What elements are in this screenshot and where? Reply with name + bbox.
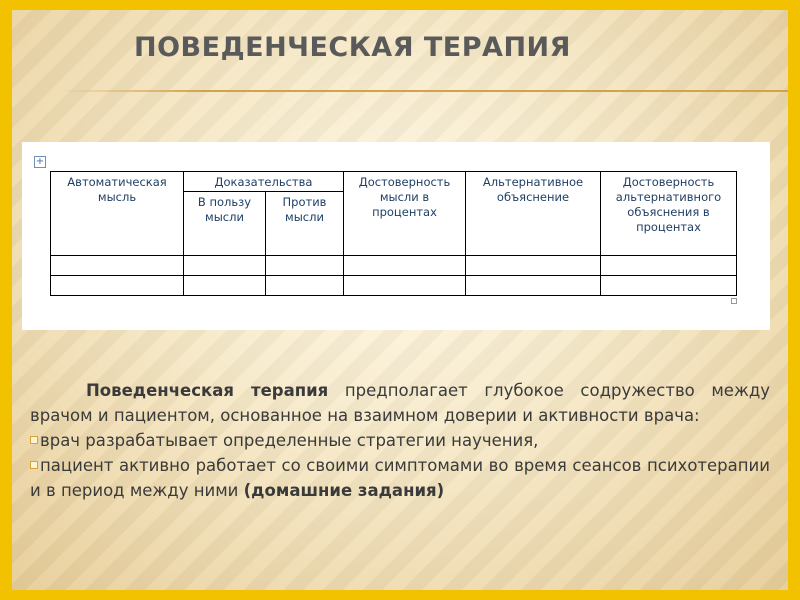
bullet-icon xyxy=(30,436,38,444)
table-cell[interactable] xyxy=(466,256,601,276)
bullet-item xyxy=(30,453,770,503)
header-automatic-thought: Автоматическая мысль xyxy=(51,172,184,256)
header-evidence-for: В пользу мысли xyxy=(184,192,266,256)
table-cell[interactable] xyxy=(184,276,266,296)
resize-handle[interactable] xyxy=(731,298,737,304)
table-cell[interactable] xyxy=(184,256,266,276)
table-cell[interactable] xyxy=(601,256,737,276)
bullet-text: врач разрабатывает определенные стратегии научения, xyxy=(40,431,539,450)
header-evidence-against: Против мысли xyxy=(266,192,344,256)
intro-rest: предполагает глубокое содружество между врачом и пациентом, основанное на взаимном доверии и активности врача: xyxy=(30,381,770,425)
thought-record-table xyxy=(50,171,737,296)
slide xyxy=(12,10,788,590)
bullet-icon xyxy=(30,461,38,469)
table-cell[interactable] xyxy=(344,276,466,296)
intro-paragraph xyxy=(30,378,770,428)
slide-title: ПОВЕДЕНЧЕСКАЯ ТЕРАПИЯ xyxy=(134,32,571,63)
table-cell[interactable] xyxy=(266,256,344,276)
table-cell[interactable] xyxy=(266,276,344,296)
table-cell[interactable] xyxy=(51,276,184,296)
table-cell[interactable] xyxy=(344,256,466,276)
table-cell[interactable] xyxy=(466,276,601,296)
header-alternative-explanation: Альтернативное объяснение xyxy=(466,172,601,256)
bullet-text: пациент активно работает со своими симптомами во время сеансов психотерапии и в период между ними xyxy=(30,456,770,500)
header-evidence: Доказательства xyxy=(184,172,344,192)
bullet-item xyxy=(30,428,770,453)
table-panel xyxy=(22,142,770,330)
body-text xyxy=(30,378,770,503)
move-icon[interactable]: + xyxy=(35,156,45,167)
table-cell[interactable] xyxy=(51,256,184,276)
header-thought-credibility: Достоверность мысли в процентах xyxy=(344,172,466,256)
intro-bold-term: Поведенческая терапия xyxy=(86,381,329,400)
table-row xyxy=(51,256,737,276)
header-alternative-credibility: Достоверность альтернативного объяснения в процентах xyxy=(601,172,737,256)
bullet-bold-text: (домашние задания) xyxy=(243,481,445,500)
title-divider xyxy=(57,90,788,92)
table-cell[interactable] xyxy=(601,276,737,296)
table-row xyxy=(51,276,737,296)
